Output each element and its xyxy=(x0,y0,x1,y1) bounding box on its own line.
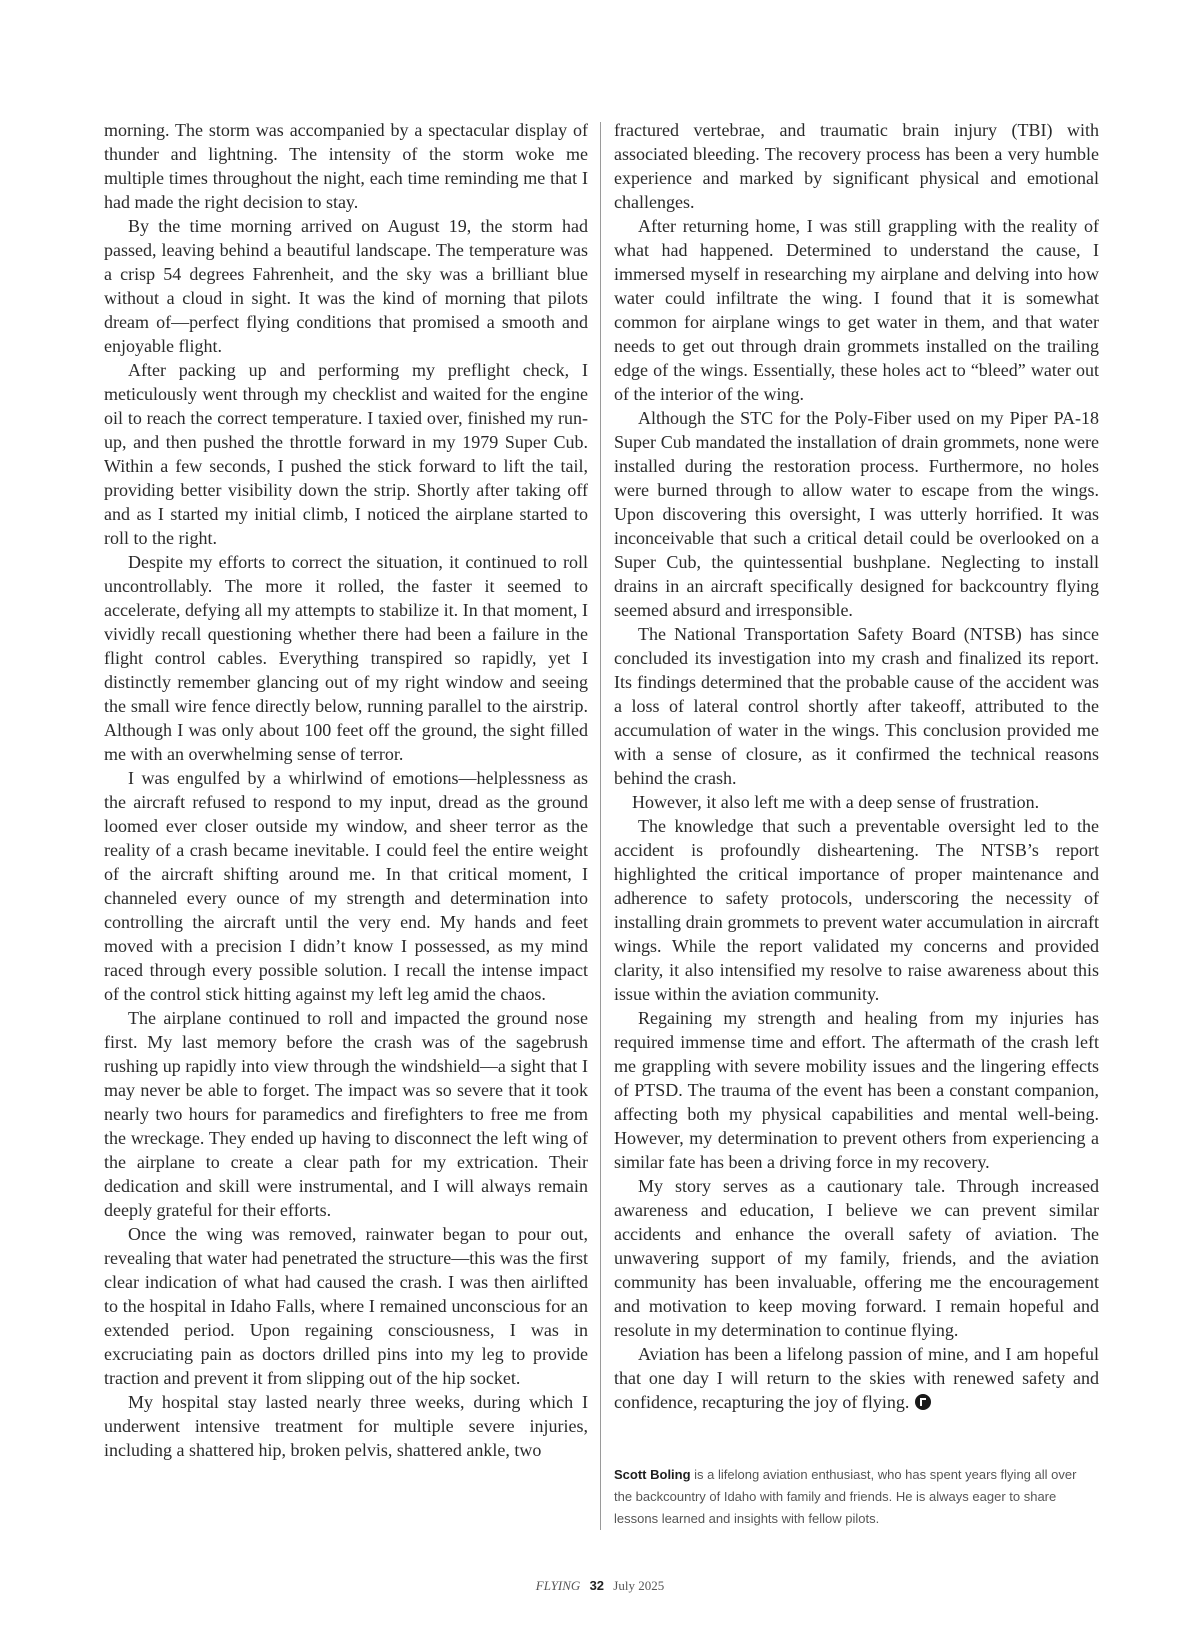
paragraph: The National Transportation Safety Board (NTSB) has since concluded its investigation into my crash and finalized its report. Its findings determined that the probable cause of the accident was a loss of lateral control shortly after takeoff, attributed to the accumulation of water in the wings. This conclusion provided me with a sense of closure, as it confirmed the technical reasons behind the crash. xyxy=(614,624,1099,788)
paragraph: My story serves as a cautionary tale. Through increased awareness and education, I believe we can prevent similar accidents and enhance the overall safety of aviation. The unwavering support of my family, friends, and the aviation community has been invaluable, offering me the encouragement and motivation to keep moving forward. I remain hopeful and resolute in my determination to continue flying. xyxy=(614,1176,1099,1340)
paragraph: I was engulfed by a whirlwind of emotions—helplessness as the aircraft refused to respond to my input, dread as the ground loomed ever closer outside my window, and sheer terror as the reality of a crash became inevitable. I could feel the entire weight of the aircraft shifting around me. In that critical moment, I channeled every ounce of my strength and determination into controlling the aircraft until the very end. My hands and feet moved with a precision I didn’t know I possessed, as my mind raced through every possible solution. I recall the intense impact of the control stick hitting against my left leg amid the chaos. xyxy=(104,768,588,1004)
paragraph: morning. The storm was accompanied by a spectacular display of thunder and lightning. The intensity of the storm woke me multiple times throughout the night, each time reminding me that I had made the right decision to stay. xyxy=(104,120,588,212)
paragraph: Regaining my strength and healing from my injuries has required immense time and effort. The aftermath of the crash left me grappling with severe mobility issues and the lingering effects of PTSD. The trauma of the event has been a constant companion, affecting both my physical capabilities and mental well-being. However, my determination to prevent others from experiencing a similar fate has been a driving force in my recovery. xyxy=(614,1008,1099,1172)
paragraph: Despite my efforts to correct the situation, it continued to roll uncontrollably. The more it rolled, the faster it seemed to accelerate, defying all my attempts to stabilize it. In that moment, I vividly recall questioning whether there had been a failure in the flight control cables. Everything transpired so rapidly, yet I distinctly remember glancing out of my right window and seeing the small wire fence directly below, running parallel to the airstrip. Although I was only about 100 feet off the ground, the sight filled me with an overwhelming sense of terror. xyxy=(104,552,588,764)
paragraph: fractured vertebrae, and traumatic brain injury (TBI) with associated bleeding. The recovery process has been a very humble experience and marked by significant physical and emotional challenges. xyxy=(614,120,1099,212)
page-footer xyxy=(0,1578,1200,1594)
flying-logo-icon xyxy=(915,1394,931,1410)
article-right-column xyxy=(614,118,1099,1414)
paragraph: By the time morning arrived on August 19, the storm had passed, leaving behind a beautiful landscape. The temperature was a crisp 54 degrees Fahrenheit, and the sky was a brilliant blue without a cloud in sight. It was the kind of morning that pilots dream of—perfect flying conditions that promised a smooth and enjoyable flight. xyxy=(104,216,588,356)
column-divider xyxy=(600,122,601,1530)
paragraph-text: Aviation has been a lifelong passion of mine, and I am hopeful that one day I will return to the skies with renewed safety and confidence, recapturing the joy of flying. xyxy=(614,1344,1099,1412)
issue-date: July 2025 xyxy=(613,1578,665,1593)
magazine-name: FLYING xyxy=(535,1578,581,1593)
author-bio-text: is a lifelong aviation enthusiast, who has spent years flying all over the backcountry of Idaho with family and friends. He is always eager to share lessons learned and insights with fellow pilots. xyxy=(614,1467,1077,1526)
paragraph: After packing up and performing my preflight check, I meticulously went through my checklist and waited for the engine oil to reach the correct temperature. I taxied over, finished my run-up, and then pushed the throttle forward in my 1979 Super Cub. Within a few seconds, I pushed the stick forward to lift the tail, providing better visibility down the strip. Shortly after taking off and as I started my initial climb, I noticed the airplane started to roll to the right. xyxy=(104,360,588,548)
paragraph: After returning home, I was still grappling with the reality of what had happened. Determined to understand the cause, I immersed myself in researching my airplane and delving into how water could infiltrate the wing. I found that it is somewhat common for airplane wings to get water in them, and that water needs to get out through drain grommets installed on the trailing edge of the wings. Essentially, these holes act to “bleed” water out of the interior of the wing. xyxy=(614,216,1099,404)
author-name: Scott Boling xyxy=(614,1467,691,1482)
paragraph: The knowledge that such a preventable oversight led to the accident is profoundly disheartening. The NTSB’s report highlighted the critical importance of proper maintenance and adherence to safety protocols, underscoring the necessity of installing drain grommets to prevent water accumulation in aircraft wings. While the report validated my concerns and provided clarity, it also intensified my resolve to raise awareness about this issue within the aviation community. xyxy=(614,816,1099,1004)
paragraph: My hospital stay lasted nearly three weeks, during which I underwent intensive treatment for multiple severe injuries, including a shattered hip, broken pelvis, shattered ankle, two xyxy=(104,1392,588,1460)
final-paragraph xyxy=(614,1342,1099,1414)
paragraph: However, it also left me with a deep sense of frustration. xyxy=(632,792,1040,812)
paragraph: Once the wing was removed, rainwater began to pour out, revealing that water had penetrated the structure—this was the first clear indication of what had caused the crash. I was then airlifted to the hospital in Idaho Falls, where I remained unconscious for an extended period. Upon regaining consciousness, I was in excruciating pain as doctors drilled pins into my leg to provide traction and prevent it from slipping out of the hip socket. xyxy=(104,1224,588,1388)
page-number: 32 xyxy=(589,1578,605,1593)
author-bio xyxy=(614,1464,1094,1530)
paragraph: Although the STC for the Poly-Fiber used on my Piper PA-18 Super Cub mandated the installation of drain grommets, none were installed during the restoration process. Furthermore, no holes were burned through to allow water to escape from the wings. Upon discovering this oversight, I was utterly horrified. It was inconceivable that such a critical detail could be overlooked on a Super Cub, the quintessential bushplane. Neglecting to install drains in an aircraft specifically designed for backcountry flying seemed absurd and irresponsible. xyxy=(614,408,1099,620)
article-left-column xyxy=(104,118,588,1462)
paragraph: The airplane continued to roll and impacted the ground nose first. My last memory before the crash was of the sagebrush rushing up rapidly into view through the windshield—a sight that I may never be able to forget. The impact was so severe that it took nearly two hours for paramedics and firefighters to free me from the wreckage. They ended up having to disconnect the left wing of the airplane to create a clear path for my extrication. Their dedication and skill were instrumental, and I will always remain deeply grateful for their efforts. xyxy=(104,1008,588,1220)
